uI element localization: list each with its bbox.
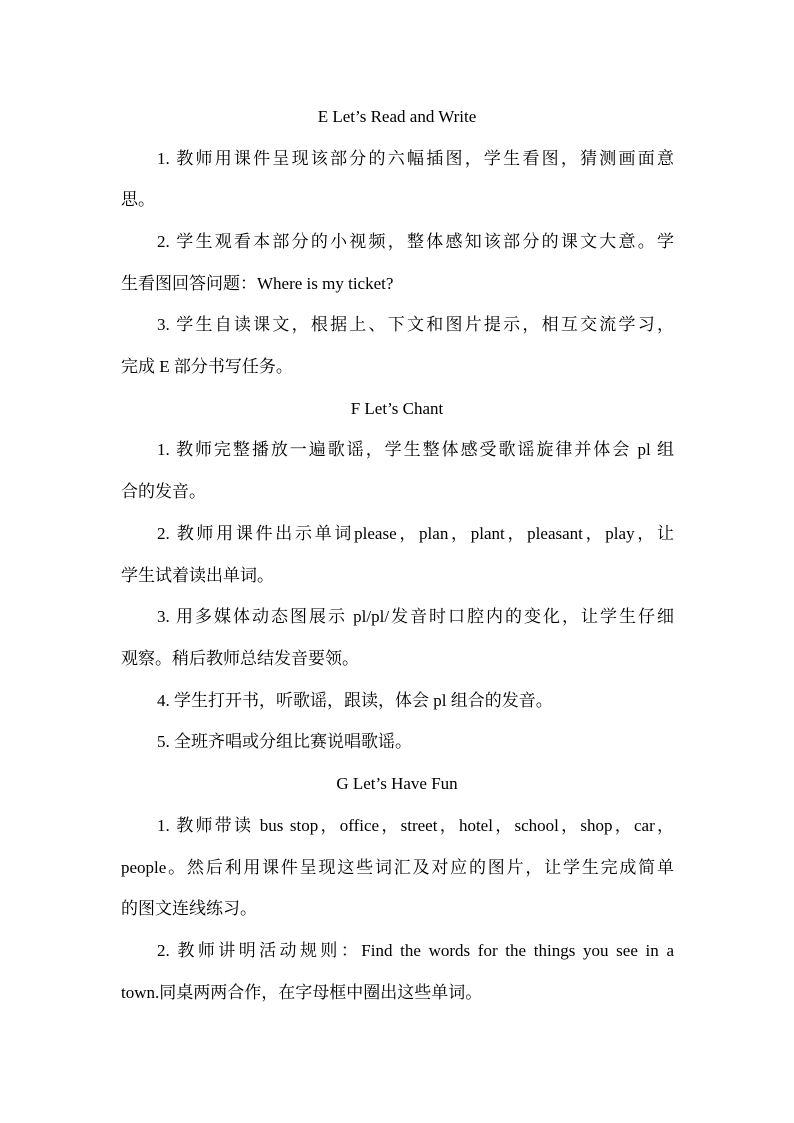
section-g-item-2-line-1: 2. 教师讲明活动规则：Find the words for the things you see in a — [157, 941, 674, 960]
section-f-item-4: 4. 学生打开书，听歌谣，跟读，体会 pl 组合的发音。 — [157, 691, 553, 710]
section-f-item-3-line-2: 观察。稍后教师总结发音要领。 — [121, 649, 359, 668]
section-e-item-3-line-2: 完成 E 部分书写任务。 — [121, 357, 293, 376]
section-e-item-1-line-2: 思。 — [121, 190, 155, 209]
section-heading-e: E Let’s Read and Write — [317, 107, 477, 126]
section-f-item-5: 5. 全班齐唱或分组比赛说唱歌谣。 — [157, 732, 412, 751]
section-e-item-2-line-2: 生看图回答问题：Where is my ticket? — [121, 274, 394, 293]
section-g-item-2-line-2: town.同桌两两合作，在字母框中圈出这些单词。 — [121, 983, 483, 1002]
section-g-item-1-line-1: 1. 教师带读 bus stop，office，street，hotel，school，shop，car， — [157, 816, 674, 835]
section-f-item-1-line-2: 合的发音。 — [121, 482, 206, 501]
section-e-item-2-line-1: 2. 学生观看本部分的小视频，整体感知该部分的课文大意。学 — [157, 232, 674, 251]
section-f-item-3-line-1: 3. 用多媒体动态图展示 pl/pl/发音时口腔内的变化，让学生仔细 — [157, 607, 674, 626]
section-f-item-2-line-1: 2. 教师用课件出示单词please，plan，plant，pleasant，play，让 — [157, 524, 674, 543]
section-g-item-1-line-2: people。然后利用课件呈现这些词汇及对应的图片，让学生完成简单 — [121, 858, 674, 877]
section-heading-f: F Let’s Chant — [350, 399, 444, 418]
section-f-item-2-line-2: 学生试着读出单词。 — [121, 566, 274, 585]
section-heading-g: G Let’s Have Fun — [336, 774, 458, 793]
section-e-item-1-line-1: 1. 教师用课件呈现该部分的六幅插图，学生看图，猜测画面意 — [157, 149, 674, 168]
section-g-item-1-line-3: 的图文连线练习。 — [121, 899, 257, 918]
section-e-item-3-line-1: 3. 学生自读课文，根据上、下文和图片提示，相互交流学习， — [157, 315, 674, 334]
section-f-item-1-line-1: 1. 教师完整播放一遍歌谣，学生整体感受歌谣旋律并体会 pl 组 — [157, 440, 674, 459]
